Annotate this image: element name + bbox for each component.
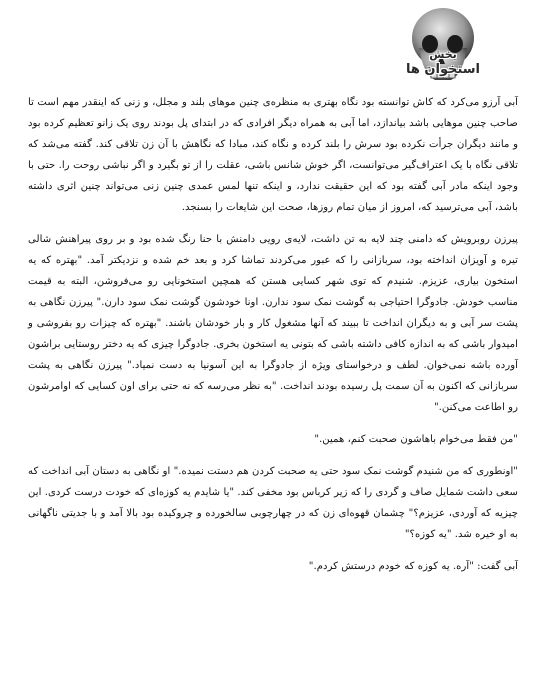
logo-text-top: بخش [429, 48, 457, 61]
skull-icon [405, 4, 481, 90]
paragraph: آبی آرزو می‌کرد که کاش توانسته بود نگاه بهتری به منظره‌ی چنین موهای بلند و مجلل، و زنی که اینقدر مهم است تا صاحب چنین موهایی باشد بیاندازد، اما آبی به همراه دیگر افرادی که در ابتدای پل بودند روی یک زانو تعظیم کرده بود و مانند دیگران جرأت نکرده بود سرش را بلند کرده و نگاه کند، مبادا که نگاهش با آن زن تلاقی کند. گفته می‌شد که تلاقی نگاه با یک اعتراف‌گیر می‌توانست، اگر خوش شانس باشی، عقلت را از تو بگیرد و اگر نباشی روحت را. حتی با وجود اینکه مادر آبی گفته بود که این حقیقت ندارد، و اینکه تنها لمس عمدی چنین زنی می‌تواند چنین اثری داشته باشد، آبی می‌ترسید که، امروز از میان تمام روزها، صحت این شایعات را بسنجد. [28, 97, 518, 213]
paragraph: "من فقط می‌خوام باهاشون صحبت کنم، همین." [314, 434, 518, 445]
paragraph: "اونطوری که من شنیدم گوشت نمک سود حتی یه صحبت کردن هم دستت نمیده." او نگاهی به دستان آبی انداخت که سعی داشت شمایل صاف و گردی را که زیر کرباس بود مخفی کند. "یا شایدم یه کوزه‌ای که خودت درست کردی. این چیزیه که آوردی، عزیزم؟" چشمان قهوه‌ای زن که در چهارچوبی سالخورده و چروکیده بود بالا آمد و با جدیتی ناگهانی به او خیره شد. "یه کوزه؟" [28, 466, 518, 540]
site-logo [405, 4, 481, 90]
paragraph: آبی گفت: "آره. یه کوزه که خودم درستش کردم." [308, 561, 518, 572]
logo-text-bottom: استخوان ها [405, 62, 481, 77]
document-body [28, 92, 518, 588]
paragraph: پیرزن روبرویش که دامنی چند لایه به تن داشت، لایه‌ی رویی دامنش با حنا رنگ شده بود و بر روی پیراهنش شالی تیره و آویزان انداخته بود، سرباز‌انی را که عبور می‌کردند تماشا کرد و بعد خم شده و نزدیکتر آمد. "بهتره که یه استخون بیاری، عزیزم. شنیدم که توی شهر کسایی هستن که همچین استخونایی رو می‌فروشن، البته به قیمت مناسب خودش. جادوگرا احتیاجی به گوشت نمک سود ندارن. اونا خودشون گوشت نمک سود دارن." پیرزن نگاهی به پشت سر آبی و به دیگران انداخت تا ببیند که آنها مشغول کار و بار خودشان باشند. "بهتره که چیزات رو بفروشی و امیدوار باشی که به اندازه کافی داشته باشی که بتونی یه استخون بخری. جادوگرا چیزی که یه دختر روستایی براشون آورده باشه نمی‌خوان. لطف و درخواستای ویژه از جادوگرا به این آسونیا به دست نمیاد." پیرزن نگاهی به پشت سربازانی که اکنون به آن سمت پل رسیده بودند انداخت. "به نظر می‌رسه که نه حتی برای اون کسایی که اوامرشون رو اطاعت می‌کنن." [28, 234, 518, 413]
